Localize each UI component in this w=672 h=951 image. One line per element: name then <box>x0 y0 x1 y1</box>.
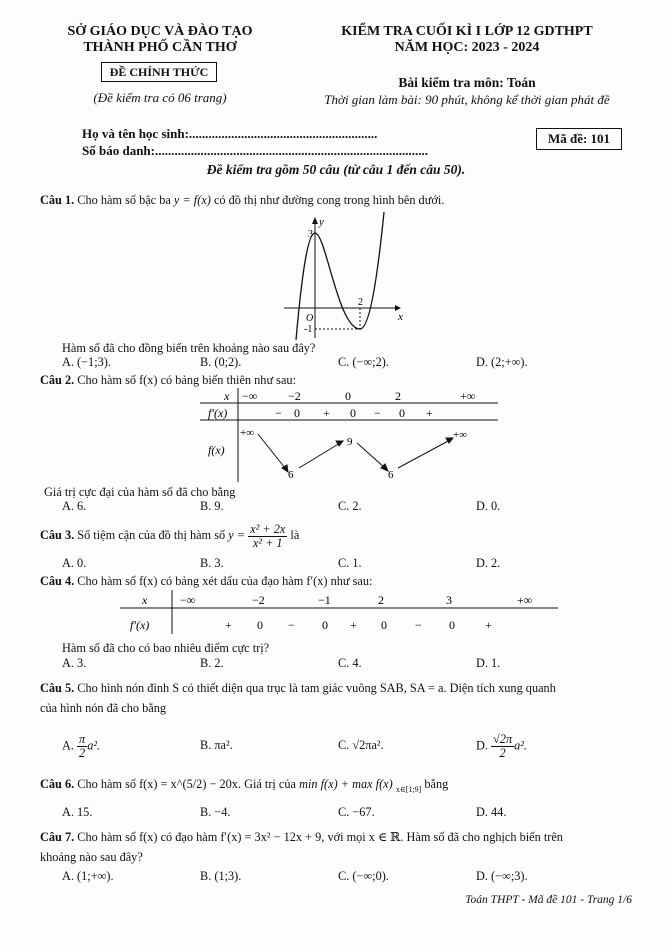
q1-option-c[interactable]: C. (−∞;2). <box>338 355 389 369</box>
st-x-2: −1 <box>318 593 331 607</box>
vt-f-3: 6 <box>388 469 394 481</box>
city-name: THÀNH PHỐ CẦN THƠ <box>83 40 237 55</box>
vt-s-6: + <box>426 406 433 420</box>
q3-option-a[interactable]: A. 0. <box>62 556 87 570</box>
department-name: SỞ GIÁO DỤC VÀ ĐÀO TẠO <box>67 24 253 39</box>
q4-option-c[interactable]: C. 4. <box>338 656 362 670</box>
st-x-4: 3 <box>446 593 452 607</box>
q2-option-c[interactable]: C. 2. <box>338 499 362 513</box>
q3-option-d[interactable]: D. 2. <box>476 556 501 570</box>
sign-table <box>120 590 560 636</box>
vt-f-head: f(x) <box>208 443 225 457</box>
st-s-4: + <box>350 618 357 632</box>
q7-option-b[interactable]: B. (1;3). <box>200 869 242 883</box>
vt-s-4: − <box>374 406 381 420</box>
vt-s-3: 0 <box>350 406 356 420</box>
q4-option-d[interactable]: D. 1. <box>476 656 501 670</box>
exam-code-box: Mã đề: 101 <box>536 128 622 150</box>
q7-option-d[interactable]: D. (−∞;3). <box>476 869 528 883</box>
graph-y-label: y <box>319 216 324 228</box>
question-7-line2: khoảng nào sau đây? <box>40 850 143 864</box>
subject: Bài kiểm tra môn: Toán <box>398 75 536 90</box>
q6-option-d[interactable]: D. 44. <box>476 805 507 819</box>
st-x-1: −2 <box>252 593 265 607</box>
student-name-field: Họ và tên học sinh:.......................................................... <box>82 126 378 141</box>
question-2-prompt: Giá trị cực đại của hàm số đã cho bằng <box>44 485 236 499</box>
graph-origin: O <box>306 313 314 324</box>
q5-option-d[interactable]: D. $\frac{√2\pi}{2}$ a². <box>476 732 528 760</box>
vt-x-0: −∞ <box>242 389 258 403</box>
q3-fraction: $\frac{\text{x² + 2x}}{\text{x² + 1}}$ <box>250 521 286 550</box>
vt-x-2: 0 <box>345 389 351 403</box>
variation-table <box>200 388 500 484</box>
vt-s-5: 0 <box>399 406 405 420</box>
q5-option-a[interactable]: A. $\frac{\pi}{2}$ a². <box>62 732 101 760</box>
vt-s-1: 0 <box>294 406 300 420</box>
st-s-8: + <box>485 618 492 632</box>
question-3: Câu 3. Số tiệm cận của đồ thị hàm số y = $\frac{\text{x² + 2x}}{\text{x² + 1}}$ là <box>40 521 300 550</box>
school-year: NĂM HỌC: 2023 - 2024 <box>394 40 540 55</box>
exam-title: KIỂM TRA CUỐI KÌ I LỚP 12 GDTHPT <box>341 24 593 39</box>
q2-option-b[interactable]: B. 9. <box>200 499 224 513</box>
vt-x-1: −2 <box>288 389 301 403</box>
q6-option-a[interactable]: A. 15. <box>62 805 93 819</box>
vt-s-2: + <box>323 406 330 420</box>
st-s-2: − <box>288 618 295 632</box>
q2-option-d[interactable]: D. 0. <box>476 499 501 513</box>
st-s-3: 0 <box>322 618 328 632</box>
vt-f-0: +∞ <box>240 427 255 439</box>
vt-x-head: x <box>224 389 230 403</box>
question-1: Câu 1. Cho hàm số bậc ba y = f(x) có đồ thị như đường cong trong hình bên dưới. <box>40 193 445 207</box>
q7-option-c[interactable]: C. (−∞;0). <box>338 869 389 883</box>
graph-x-label: x <box>398 311 403 323</box>
q1-option-b[interactable]: B. (0;2). <box>200 355 242 369</box>
st-s-6: − <box>415 618 422 632</box>
question-7: Câu 7. Cho hàm số f(x) có đạo hàm f′(x) = 3x² − 12x + 9, với mọi x ∈ ℝ. Hàm số đã cho nghịch biến trên <box>40 830 563 844</box>
q1-option-a[interactable]: A. (−1;3). <box>62 355 111 369</box>
vt-f-2: 9 <box>347 436 353 448</box>
vt-fp-head: f′(x) <box>208 406 228 420</box>
question-2: Câu 2. Cho hàm số f(x) có bảng biến thiên như sau: <box>40 373 296 387</box>
vt-f-1: 6 <box>288 469 294 481</box>
graph-tick-m1: -1 <box>304 324 313 335</box>
q3-option-c[interactable]: C. 1. <box>338 556 362 570</box>
pages-note: (Đề kiểm tra có 06 trang) <box>93 90 227 105</box>
st-x-0: −∞ <box>180 593 196 607</box>
st-fp-head: f′(x) <box>130 618 150 632</box>
time-limit: Thời gian làm bài: 90 phút, không kể thời gian phát đề <box>324 92 610 107</box>
q5-option-c[interactable]: C. √2πa². <box>338 738 384 752</box>
vt-x-3: 2 <box>395 389 401 403</box>
page-footer: Toán THPT - Mã đề 101 - Trang 1/6 <box>465 894 632 906</box>
q5-option-b[interactable]: B. πa². <box>200 738 233 752</box>
vt-f-4: +∞ <box>453 429 468 441</box>
st-s-1: 0 <box>257 618 263 632</box>
cubic-graph <box>280 212 430 340</box>
vt-x-4: +∞ <box>460 389 476 403</box>
instruction: Đề kiểm tra gồm 50 câu (từ câu 1 đến câu 50). <box>206 162 466 177</box>
st-x-5: +∞ <box>517 593 533 607</box>
question-5: Câu 5. Cho hình nón đỉnh S có thiết diện qua trục là tam giác vuông SAB, SA = a. Diện tích xung quanh <box>40 681 556 695</box>
vt-s-0: − <box>275 406 282 420</box>
question-1-prompt: Hàm số đã cho đồng biến trên khoảng nào sau đây? <box>62 341 316 355</box>
question-6: Câu 6. Cho hàm số f(x) = x^(5/2) − 20x. Giá trị của min f(x) + max f(x) $_{x\in[1;9]}$ bằng <box>40 777 449 794</box>
q3-option-b[interactable]: B. 3. <box>200 556 224 570</box>
q1-option-d[interactable]: D. (2;+∞). <box>476 355 528 369</box>
graph-tick-2: 2 <box>358 297 363 308</box>
q4-option-b[interactable]: B. 2. <box>200 656 224 670</box>
question-4-prompt: Hàm số đã cho có bao nhiêu điểm cực trị? <box>62 641 270 655</box>
question-4: Câu 4. Cho hàm số f(x) có bảng xét dấu của đạo hàm f′(x) như sau: <box>40 574 373 588</box>
q2-option-a[interactable]: A. 6. <box>62 499 87 513</box>
official-badge: ĐỀ CHÍNH THỨC <box>101 62 217 82</box>
st-s-0: + <box>225 618 232 632</box>
st-x-head: x <box>142 593 148 607</box>
st-s-5: 0 <box>381 618 387 632</box>
st-s-7: 0 <box>449 618 455 632</box>
q4-option-a[interactable]: A. 3. <box>62 656 87 670</box>
q7-option-a[interactable]: A. (1;+∞). <box>62 869 114 883</box>
student-id-field: Số báo danh:.................................................................................... <box>82 143 428 158</box>
question-5-line2: của hình nón đã cho bằng <box>40 701 167 715</box>
q6-option-b[interactable]: B. −4. <box>200 805 231 819</box>
st-x-3: 2 <box>378 593 384 607</box>
graph-tick-3: 3 <box>308 229 313 240</box>
q6-option-c[interactable]: C. −67. <box>338 805 375 819</box>
